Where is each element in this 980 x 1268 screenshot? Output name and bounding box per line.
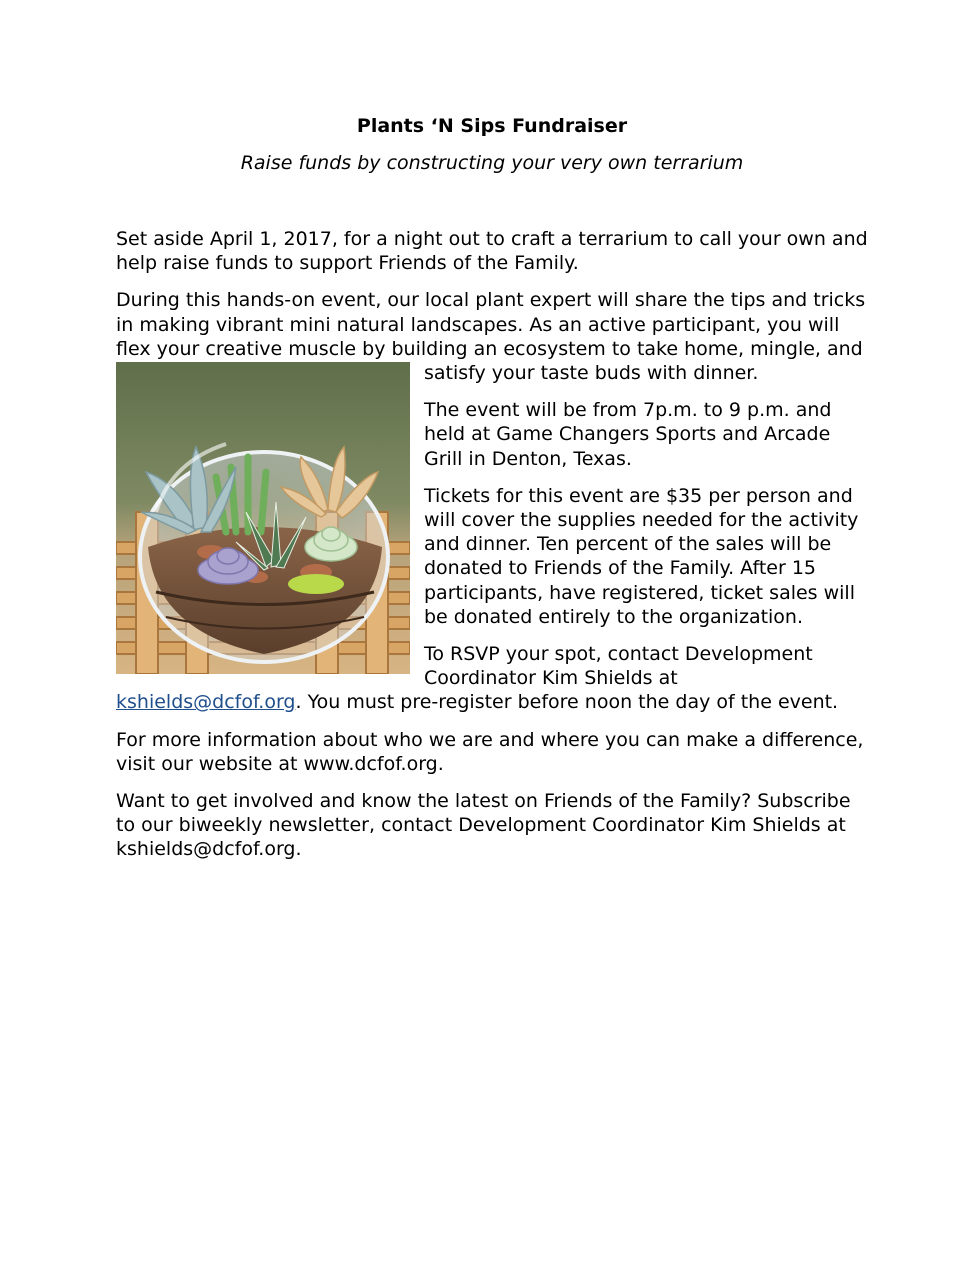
paragraph-intro: Set aside April 1, 2017, for a night out to craft a terrarium to call your own and help raise funds to support Friends of the Family. <box>116 228 868 275</box>
rsvp-text-before: To RSVP your spot, contact Development Coordinator Kim Shields at <box>424 643 813 690</box>
event-description-start: During this hands-on event, our local plant expert will share the tips and tricks in making vibrant mini natural landscapes. As an active participant, you will flex your creative muscle by building an ecosystem to take home, <box>116 289 866 360</box>
page-subtitle: Raise funds by constructing your very own terrarium <box>240 152 744 174</box>
paragraph-newsletter: Want to get involved and know the latest on Friends of the Family? Subscribe to our biweekly newsletter, contact Development Coordinator Kim Shields at kshields@dcfof.org. <box>116 790 851 861</box>
rsvp-text-after: . You must pre-register before noon the day of the event. <box>295 691 839 714</box>
page-title: Plants ‘N Sips Fundraiser <box>356 115 628 137</box>
paragraph-tickets: Tickets for this event are $35 per person and will cover the supplies needed for the activity and dinner. Ten percent of the sales will be donated to Friends of the Family. After 15 participants, have registered, ticket sales will be donated entirely to the organization. <box>424 484 859 628</box>
paragraph-event-description <box>116 288 868 385</box>
document-page <box>116 114 868 875</box>
email-link[interactable]: kshields@dcfof.org <box>116 691 296 714</box>
paragraph-event-time: The event will be from 7p.m. to 9 p.m. and held at Game Changers Sports and Arcade Grill in Denton, Texas. <box>424 399 832 470</box>
paragraph-more-info: For more information about who we are and where you can make a difference, visit our website at www.dcfof.org. <box>116 728 864 775</box>
terrarium-photo <box>116 362 410 674</box>
document-body <box>116 227 868 862</box>
event-description-end: mingle, and satisfy your taste buds with dinner. <box>424 337 863 385</box>
